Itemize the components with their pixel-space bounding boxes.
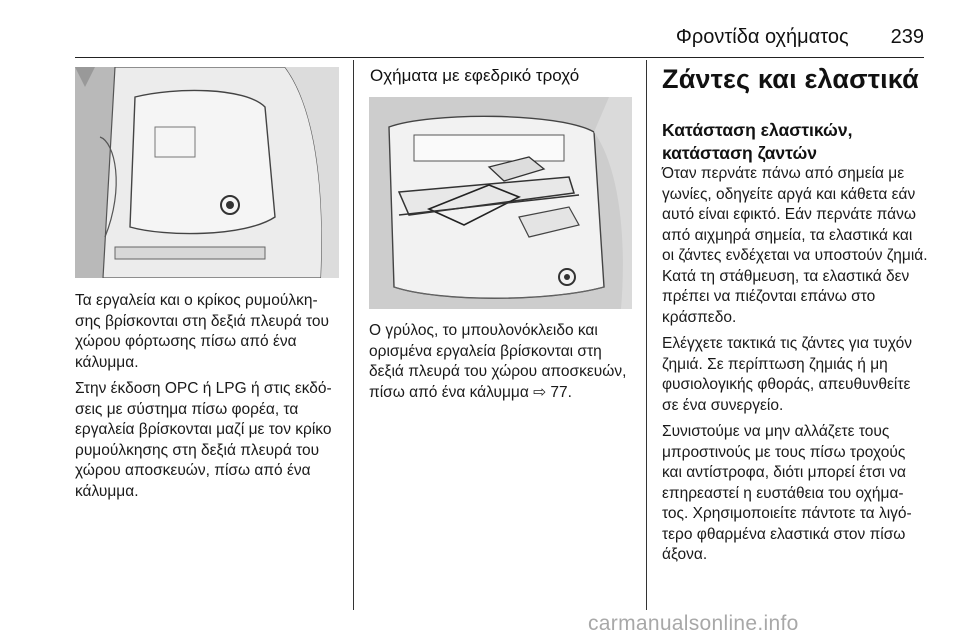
page-header [0, 26, 924, 49]
spare-wheel-heading: Οχήματα με εφεδρικό τροχό [370, 66, 580, 85]
header-divider [75, 57, 924, 58]
middle-paragraph: Ο γρύλος, το μπουλονόκλειδο και ορισμένα εργαλεία βρίσκονται στη δεξιά πλευρά του χώρου αποσκευών, πίσω από ένα κάλυμμα ⇨ 77. [369, 322, 627, 401]
middle-column-text [369, 321, 639, 409]
site-watermark: carmanualsonline.info [588, 612, 799, 635]
tyre-condition-subtitle: Κατάσταση ελαστικών, κατάσταση ζαντών [662, 120, 853, 163]
right-paragraph-3: Συνιστούμε να μην αλλάζετε τους μπροστινούς με τους πίσω τροχούς και αντίστροφα, διότι μπορεί έτσι να επηρεαστεί η ευστάθεια του οχήμα‐τος. Χρησιμοποιείτε πάντοτε τα λιγό‐τερο φθαρμένα ελαστικά στον πίσω άξονα. [662, 423, 912, 563]
right-column-text [662, 164, 928, 572]
section-title: Φροντίδα οχήματος [675, 26, 849, 48]
jack-tools-illustration [369, 97, 632, 309]
right-paragraph-1: Όταν περνάτε πάνω από σημεία με γωνίες, οδηγείτε αργά και κάθετα εάν αυτό είναι εφικτό. Εάν περνάτε πάνω από αιχμηρά σημεία, τα ελαστικά και οι ζάντες ενδέχεται να υποστούν ζημιά. Κατά τη στάθμευση, τα ελαστικά δεν πρέπει να πιέζονται επάνω στο κράσπεδο. [662, 165, 928, 326]
tool-compartment-illustration [75, 67, 339, 278]
column-divider-right [646, 60, 647, 610]
wheels-tyres-title: Ζάντες και ελαστικά [662, 64, 919, 94]
column-divider-left [353, 60, 354, 610]
left-column-text [75, 291, 343, 508]
page-number: 239 [890, 26, 924, 48]
left-paragraph-2: Στην έκδοση OPC ή LPG ή στις εκδό‐σεις με σύστημα πίσω φορέα, τα εργαλεία βρίσκονται μαζί με τον κρίκο ρυμούλκησης στη δεξιά πλευρά του χώρου αποσκευών, πίσω από ένα κάλυμμα. [75, 380, 332, 500]
right-paragraph-2: Ελέγχετε τακτικά τις ζάντες για τυχόν ζημιά. Σε περίπτωση ζημιάς ή μη φυσιολογικής φθοράς, απευθυνθείτε σε ένα συνεργείο. [662, 335, 912, 414]
left-paragraph-1: Τα εργαλεία και ο κρίκος ρυμούλκη‐σης βρίσκονται στη δεξιά πλευρά του χώρου φόρτωσης πίσω από ένα κάλυμμα. [75, 292, 329, 371]
